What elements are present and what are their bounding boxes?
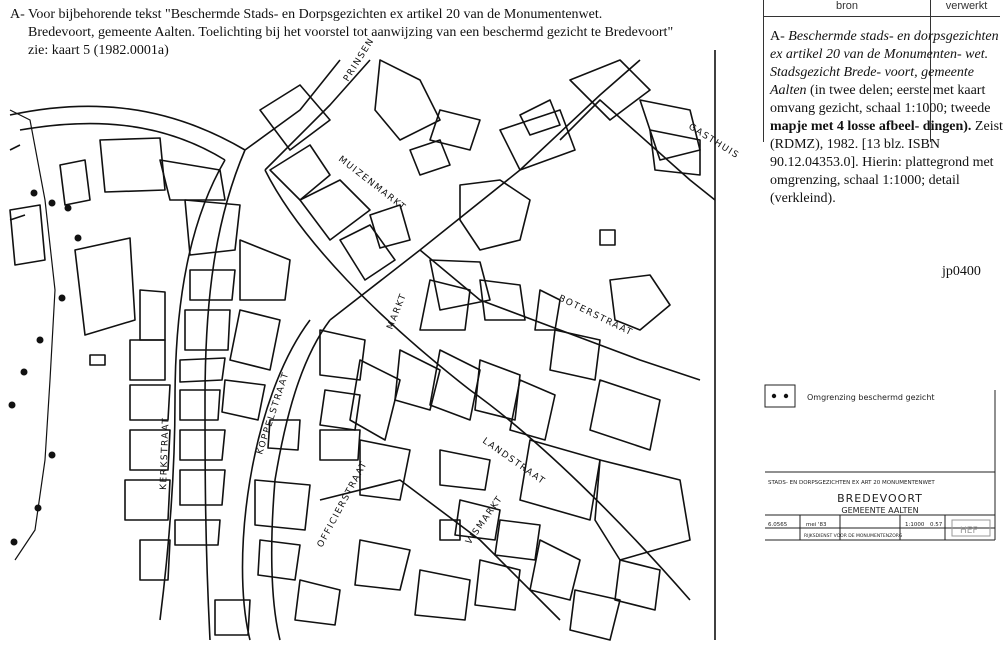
legend-date: mei '83 — [806, 522, 827, 528]
entry-title: Beschermde stads- en dorpsgezichten ex artikel 20 van de Monumenten- wet. Stadsgezicht Brede- voort, gemeente Aalten — [770, 29, 999, 98]
entry-tail: Zeist (RDMZ), 1982. [13 blz. ISBN 90.12.04353.0]. Hierin: plattegrond met omgrenzing, schaal 1:1000; detail (verkleind). — [770, 119, 1003, 206]
street-label-landstraat: LANDSTRAAT — [480, 436, 548, 488]
caption-line-2: Bredevoort, gemeente Aalten. Toelichting bij het voorstel tot aanwijzing van een beschermd gezicht te Bredevoort" — [28, 25, 674, 40]
caption-line-3: zie: kaart 5 (1982.0001a) — [28, 43, 169, 58]
city-map — [0, 36, 741, 649]
entry-bold: mapje met 4 losse afbeel- dingen). — [770, 119, 972, 134]
table-header — [763, 0, 1000, 17]
street-label-gasthuis: GASTHUIS — [686, 122, 741, 162]
street-label-vismarkt: VISMARKT — [464, 493, 506, 547]
catalog-column — [730, 0, 1003, 649]
legend-place: BREDEVOORT — [837, 492, 923, 505]
map-lines — [10, 50, 715, 640]
street-label-officierstraat: OFFICIERSTRAAT — [315, 459, 370, 550]
entry-rest: (in twee delen; eerste met kaart omvang gezicht, schaal 1:1000; tweede — [770, 83, 991, 116]
street-label-boterstraat: BOTERSTRAAT — [556, 293, 635, 339]
street-label-kerkstraat: KERKSTRAAT — [159, 416, 172, 491]
legend-scale: 1:1000 — [905, 522, 925, 528]
street-label-prinsen: PRINSEN — [342, 36, 377, 84]
map-legend — [760, 380, 1000, 550]
street-label-muizenmarkt: MUIZENMARKT — [336, 154, 408, 214]
street-label-markt: MARKT — [385, 291, 410, 332]
legend-dept: RIJKSDIENST VOOR DE MONUMENTENZORG — [804, 534, 903, 539]
legend-stamp: HEF — [960, 526, 978, 536]
catalog-entry — [770, 28, 1005, 208]
legend-sheet: 0.57 — [930, 522, 943, 528]
header-source: bron — [835, 0, 859, 12]
legend-municipality: GEMEENTE AALTEN — [841, 506, 919, 515]
street-label-koppelstraat: KOPPELSTRAAT — [255, 370, 292, 456]
legend-boundary-label: Omgrenzing beschermd gezicht — [807, 393, 935, 402]
table-divider-left — [763, 0, 764, 142]
legend-number: 6.0565 — [768, 522, 788, 528]
boundary-dots — [9, 190, 82, 546]
entry-prefix: A- — [770, 29, 789, 44]
legend-series-title: STADS- EN DORPSGEZICHTEN EX ART 20 MONUMENTENWET — [768, 480, 935, 486]
caption-line-1: A- Voor bijbehorende tekst "Beschermde Stads- en Dorpsgezichten ex artikel 20 van de Monumentenwet. — [10, 7, 603, 22]
entry-code: jp0400 — [942, 264, 981, 279]
header-processed: verwerkt — [945, 0, 988, 12]
